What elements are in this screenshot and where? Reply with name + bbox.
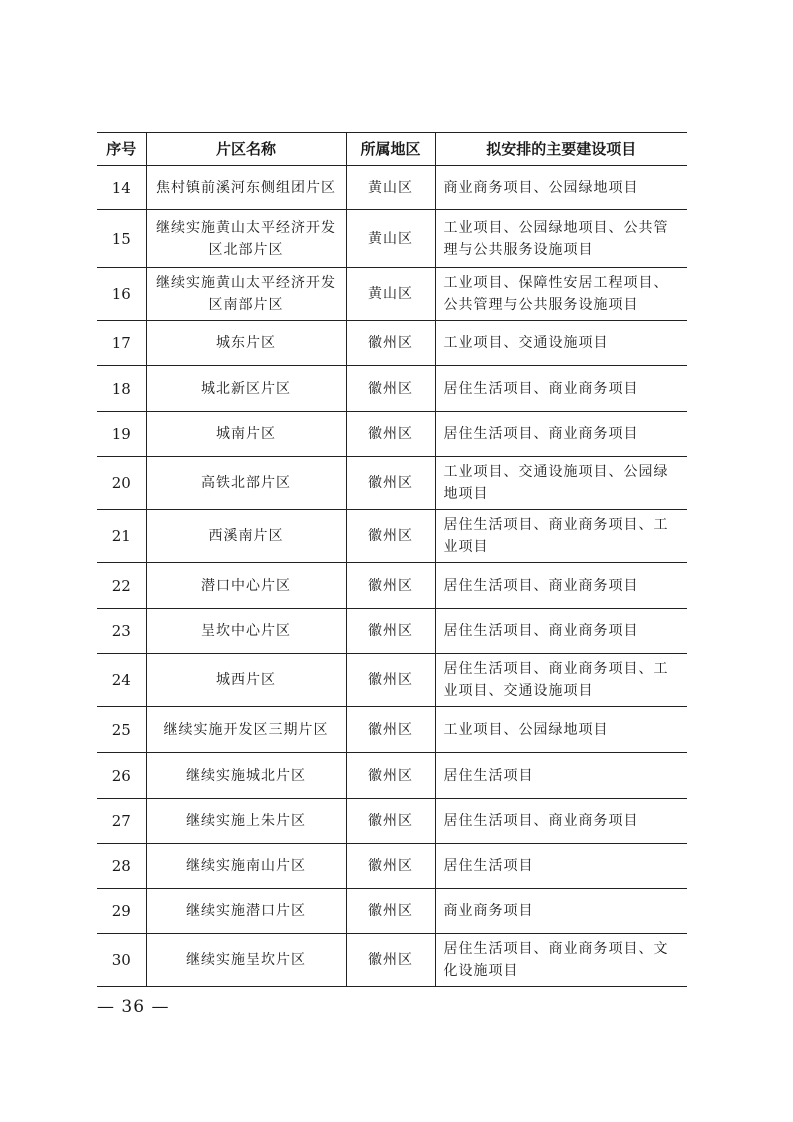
table-row	[97, 412, 687, 457]
table-row	[97, 889, 687, 934]
cell-no: 21	[97, 510, 146, 563]
cell-area-name: 高铁北部片区	[146, 457, 346, 510]
cell-region: 徽州区	[346, 753, 435, 799]
cell-projects: 工业项目、交通设施项目、公园绿地项目	[435, 457, 687, 510]
cell-region: 徽州区	[346, 510, 435, 563]
cell-area-name: 城北新区片区	[146, 366, 346, 412]
cell-region: 徽州区	[346, 844, 435, 889]
table-row	[97, 707, 687, 753]
cell-no: 26	[97, 753, 146, 799]
page-number: — 36 —	[97, 997, 170, 1017]
cell-region: 徽州区	[346, 321, 435, 366]
cell-area-name: 继续实施黄山太平经济开发区南部片区	[146, 268, 346, 321]
cell-region: 黄山区	[346, 210, 435, 268]
cell-projects: 工业项目、保障性安居工程项目、公共管理与公共服务设施项目	[435, 268, 687, 321]
cell-region: 徽州区	[346, 366, 435, 412]
header-row	[97, 133, 687, 166]
cell-area-name: 继续实施开发区三期片区	[146, 707, 346, 753]
cell-region: 徽州区	[346, 412, 435, 457]
table-row	[97, 799, 687, 844]
cell-area-name: 焦村镇前溪河东侧组团片区	[146, 166, 346, 210]
cell-projects: 工业项目、公园绿地项目、公共管理与公共服务设施项目	[435, 210, 687, 268]
cell-no: 20	[97, 457, 146, 510]
cell-region: 徽州区	[346, 934, 435, 987]
cell-area-name: 继续实施呈坎片区	[146, 934, 346, 987]
header-region: 所属地区	[346, 133, 435, 166]
cell-region: 徽州区	[346, 889, 435, 934]
cell-no: 23	[97, 609, 146, 654]
table-body	[97, 166, 687, 987]
cell-projects: 居住生活项目	[435, 844, 687, 889]
table-row	[97, 654, 687, 707]
cell-area-name: 继续实施上朱片区	[146, 799, 346, 844]
cell-area-name: 城西片区	[146, 654, 346, 707]
cell-projects: 工业项目、交通设施项目	[435, 321, 687, 366]
header-no: 序号	[97, 133, 146, 166]
cell-no: 30	[97, 934, 146, 987]
table-header	[97, 133, 687, 166]
cell-projects: 居住生活项目、商业商务项目	[435, 366, 687, 412]
cell-region: 黄山区	[346, 268, 435, 321]
cell-area-name: 城南片区	[146, 412, 346, 457]
cell-projects: 商业商务项目	[435, 889, 687, 934]
table-row	[97, 563, 687, 609]
table-row	[97, 753, 687, 799]
table-row	[97, 844, 687, 889]
cell-no: 22	[97, 563, 146, 609]
cell-region: 黄山区	[346, 166, 435, 210]
cell-no: 27	[97, 799, 146, 844]
cell-region: 徽州区	[346, 654, 435, 707]
table-row	[97, 268, 687, 321]
cell-region: 徽州区	[346, 799, 435, 844]
cell-no: 14	[97, 166, 146, 210]
cell-projects: 居住生活项目、商业商务项目、工业项目	[435, 510, 687, 563]
cell-no: 19	[97, 412, 146, 457]
table-row	[97, 510, 687, 563]
cell-area-name: 城东片区	[146, 321, 346, 366]
table-row	[97, 166, 687, 210]
cell-no: 18	[97, 366, 146, 412]
cell-projects: 居住生活项目、商业商务项目	[435, 609, 687, 654]
cell-no: 28	[97, 844, 146, 889]
cell-area-name: 继续实施南山片区	[146, 844, 346, 889]
project-table	[97, 132, 687, 987]
cell-projects: 工业项目、公园绿地项目	[435, 707, 687, 753]
cell-region: 徽州区	[346, 457, 435, 510]
cell-projects: 居住生活项目、商业商务项目、文化设施项目	[435, 934, 687, 987]
cell-no: 17	[97, 321, 146, 366]
table-row	[97, 210, 687, 268]
cell-area-name: 继续实施潜口片区	[146, 889, 346, 934]
header-projects: 拟安排的主要建设项目	[435, 133, 687, 166]
cell-projects: 居住生活项目、商业商务项目	[435, 563, 687, 609]
cell-projects: 居住生活项目	[435, 753, 687, 799]
cell-no: 24	[97, 654, 146, 707]
cell-no: 25	[97, 707, 146, 753]
cell-no: 29	[97, 889, 146, 934]
cell-area-name: 呈坎中心片区	[146, 609, 346, 654]
header-name: 片区名称	[146, 133, 346, 166]
table-row	[97, 609, 687, 654]
cell-area-name: 潜口中心片区	[146, 563, 346, 609]
cell-area-name: 继续实施城北片区	[146, 753, 346, 799]
cell-region: 徽州区	[346, 563, 435, 609]
cell-projects: 居住生活项目、商业商务项目	[435, 412, 687, 457]
table-row	[97, 366, 687, 412]
cell-projects: 商业商务项目、公园绿地项目	[435, 166, 687, 210]
table-row	[97, 321, 687, 366]
cell-no: 15	[97, 210, 146, 268]
cell-area-name: 继续实施黄山太平经济开发区北部片区	[146, 210, 346, 268]
table-row	[97, 457, 687, 510]
cell-projects: 居住生活项目、商业商务项目	[435, 799, 687, 844]
cell-no: 16	[97, 268, 146, 321]
cell-projects: 居住生活项目、商业商务项目、工业项目、交通设施项目	[435, 654, 687, 707]
cell-region: 徽州区	[346, 609, 435, 654]
cell-region: 徽州区	[346, 707, 435, 753]
cell-area-name: 西溪南片区	[146, 510, 346, 563]
table-row	[97, 934, 687, 987]
